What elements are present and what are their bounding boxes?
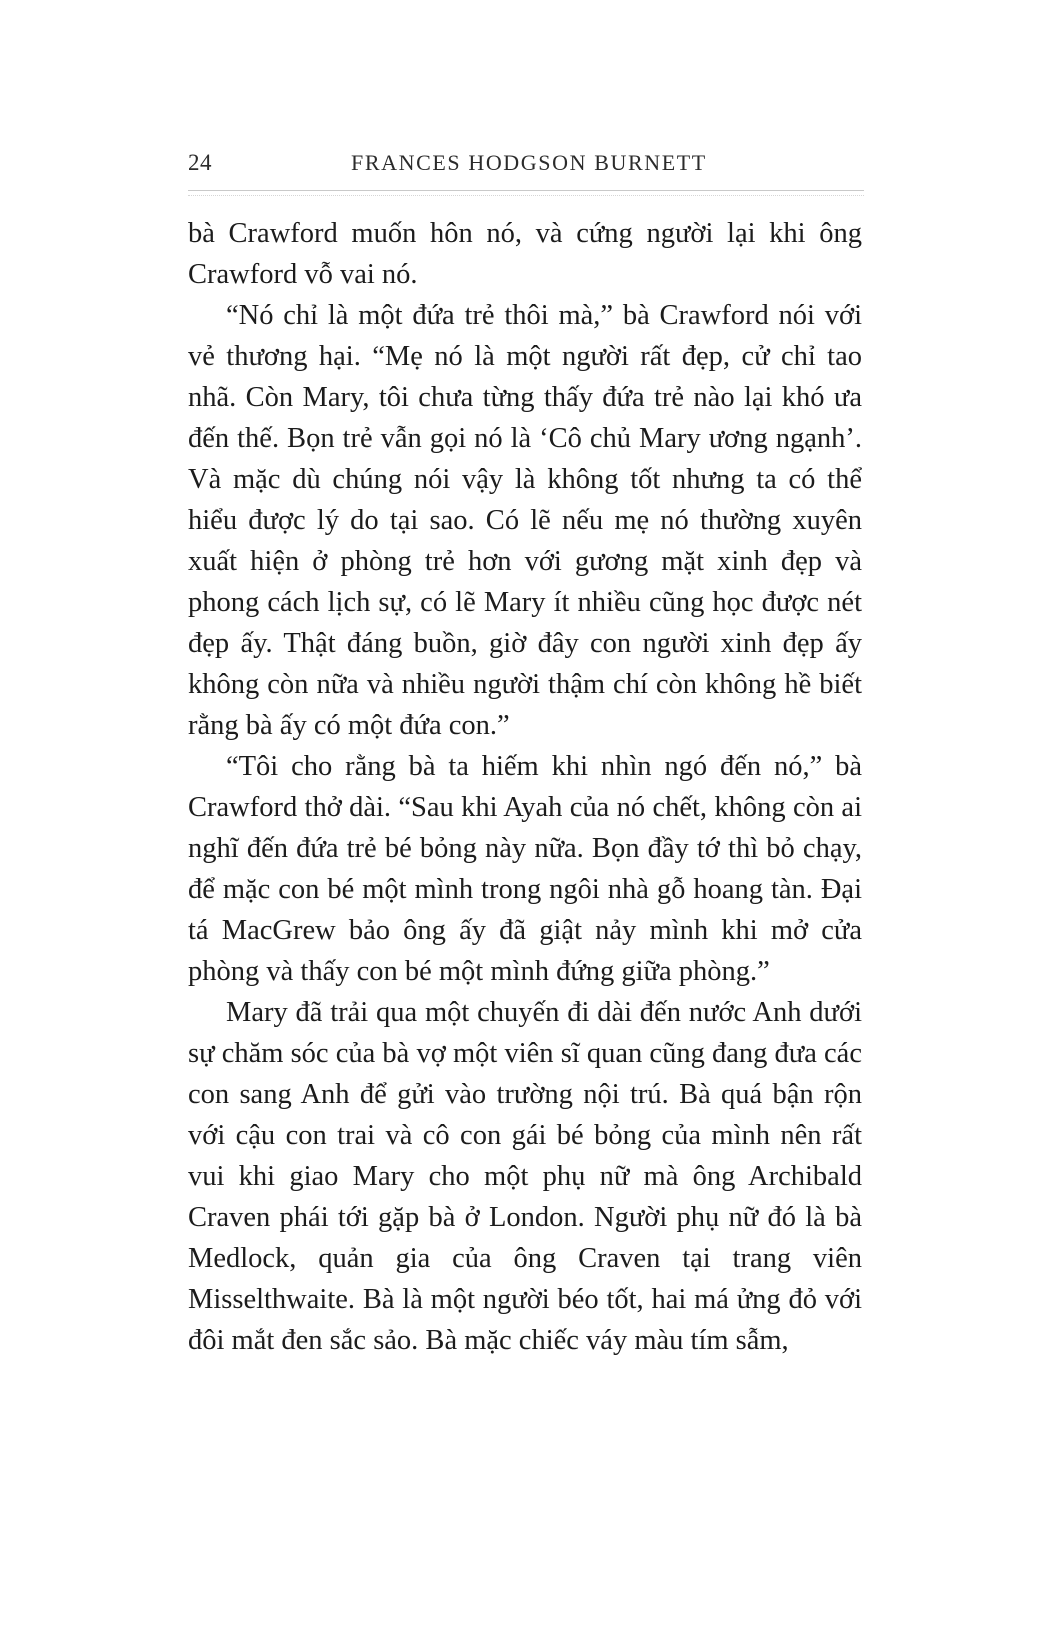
running-header — [188, 150, 864, 184]
paragraph-continuation: bà Crawford muốn hôn nó, và cứng người lại khi ông Crawford vỗ vai nó. — [188, 218, 862, 290]
running-header-author: FRANCES HODGSON BURNETT — [351, 150, 707, 175]
paragraph: “Nó chỉ là một đứa trẻ thôi mà,” bà Crawford nói với vẻ thương hại. “Mẹ nó là một người rất đẹp, cử chỉ tao nhã. Còn Mary, tôi chưa từng thấy đứa trẻ nào lại khó ưa đến thế. Bọn trẻ vẫn gọi nó là ‘Cô chủ Mary ương ngạnh’. Và mặc dù chúng nói vậy là không tốt nhưng ta có thể hiểu được lý do tại sao. Có lẽ nếu mẹ nó thường xuyên xuất hiện ở phòng trẻ hơn với gương mặt xinh đẹp và phong cách lịch sự, có lẽ Mary ít nhiều cũng học được nét đẹp ấy. Thật đáng buồn, giờ đây con người xinh đẹp ấy không còn nữa và nhiều người thậm chí còn không hề biết rằng bà ấy có một đứa con.” — [188, 300, 862, 741]
paragraph: “Tôi cho rằng bà ta hiếm khi nhìn ngó đến nó,” bà Crawford thở dài. “Sau khi Ayah của nó chết, không còn ai nghĩ đến đứa trẻ bé bỏng này nữa. Bọn đầy tớ thì bỏ chạy, để mặc con bé một mình trong ngôi nhà gỗ hoang tàn. Đại tá MacGrew bảo ông ấy đã giật nảy mình khi mở cửa phòng và thấy con bé một mình đứng giữa phòng.” — [188, 751, 862, 987]
paragraph: Mary đã trải qua một chuyến đi dài đến nước Anh dưới sự chăm sóc của bà vợ một viên sĩ quan cũng đang đưa các con sang Anh để gửi vào trường nội trú. Bà quá bận rộn với cậu con trai và cô con gái bé bỏng của mình nên rất vui khi giao Mary cho một phụ nữ mà ông Archibald Craven phái tới gặp bà ở London. Người phụ nữ đó là bà Medlock, quản gia của ông Craven tại trang viên Misselthwaite. Bà là một người béo tốt, hai má ửng đỏ với đôi mắt đen sắc sảo. Bà mặc chiếc váy màu tím sẫm, — [188, 997, 862, 1356]
header-divider — [188, 190, 864, 196]
page-number: 24 — [188, 150, 212, 175]
body-text — [188, 213, 862, 1361]
